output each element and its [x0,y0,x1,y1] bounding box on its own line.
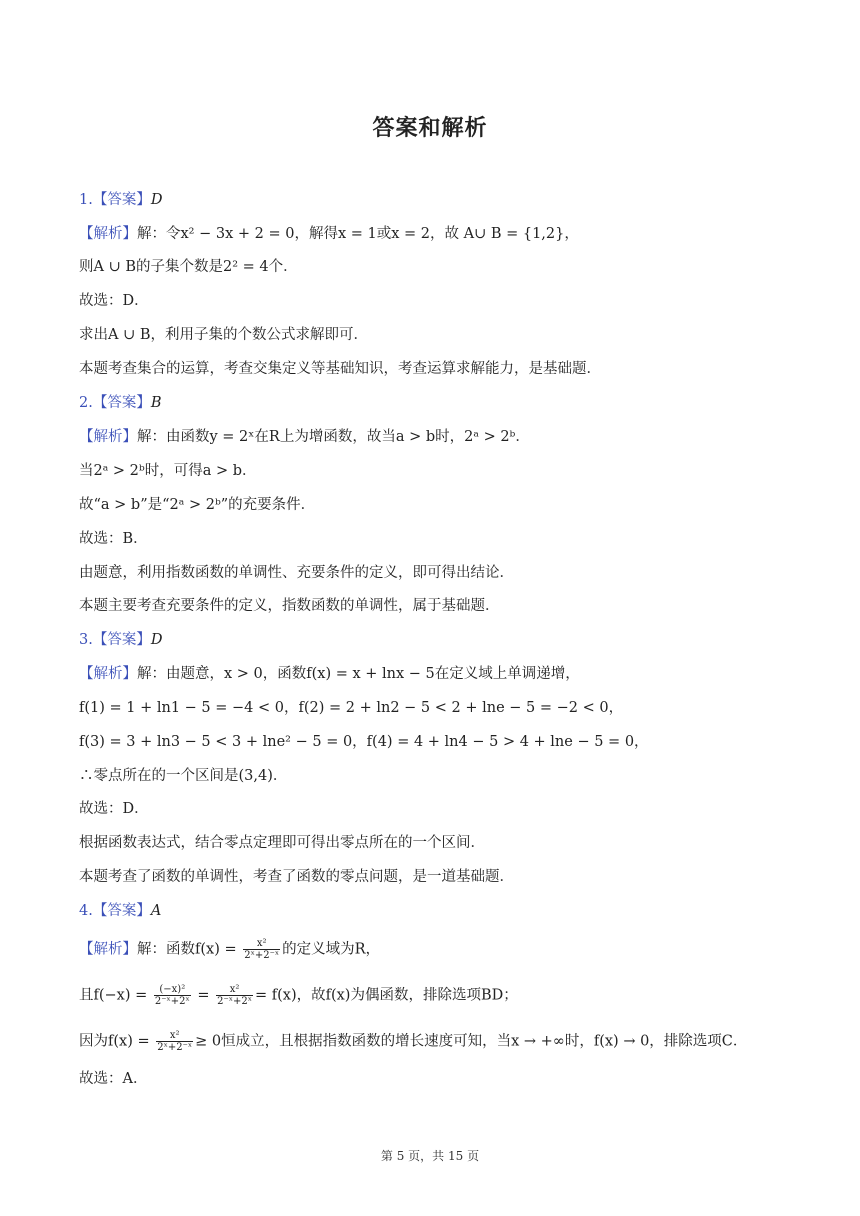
q4-fraction-2 [154,984,191,1007]
q4-text-1b: 的定义域为R， [282,941,381,958]
q3-text-1: 解：由题意，x > 0，函数f(x) = x + lnx − 5在定义域上单调递增， [137,666,580,682]
q4-fraction-2-den: 2⁻ˣ+2ˣ [154,996,190,1007]
q4-answer-label: 4.【答案】 [79,903,151,919]
q4-fraction-3 [216,984,253,1007]
q4-text-1a: 解：函数f(x) = [137,941,237,958]
q4-fraction-1-num: x² [243,938,280,950]
q3-solution-line-4: ∴零点所在的一个区间是(3,4)． [79,768,288,784]
q4-text-2a: 且f(−x) = [79,987,148,1004]
q3-solution-line-7: 本题考查了函数的单调性，考查了函数的零点问题，是一道基础题． [79,869,514,885]
q4-fraction-3-num: x² [216,984,253,996]
q3-answer-value: D [150,632,163,648]
q3-solution-line-2: f(1) = 1 + ln1 − 5 = −4 < 0，f(2) = 2 + ln2 − 5 < 2 + lne − 5 = −2 < 0， [79,700,624,716]
q4-answer-value: A [150,903,162,919]
q4-solution-line-4: 故选：A． [79,1071,148,1087]
q2-answer-label: 2.【答案】 [79,395,151,411]
q4-analysis-tag: 【解析】 [79,941,137,958]
q1-solution-line-4: 求出A ∪ B，利用子集的个数公式求解即可． [79,327,368,343]
q2-solution-line-4: 故选：B． [79,531,148,547]
q3-solution-line-3: f(3) = 3 + ln3 − 5 < 3 + lne² − 5 = 0，f(4) = 4 + ln4 − 5 > 4 + lne − 5 = 0， [79,734,649,750]
q3-answer-line [79,629,162,651]
q3-solution-line-5: 故选：D． [79,801,149,817]
q1-analysis-tag: 【解析】 [79,226,137,242]
q4-solution-line-1 [79,938,380,961]
q3-analysis-tag: 【解析】 [79,666,137,682]
q1-text-1: 解：令x² − 3x + 2 = 0，解得x = 1或x = 2，故 A∪ B = {1,2}， [137,226,579,242]
q4-solution-line-3 [79,1030,747,1053]
q4-fraction-4-num: x² [156,1030,193,1042]
q4-text-3b: ≥ 0恒成立，且根据指数函数的增长速度可知，当x → +∞时，f(x) → 0，排除选项C． [195,1033,748,1050]
q4-fraction-4 [156,1030,193,1053]
q2-solution-line-1 [79,426,530,448]
q1-answer-label: 1.【答案】 [79,192,151,208]
q1-solution-line-5: 本题考查集合的运算，考查交集定义等基础知识，考查运算求解能力，是基础题． [79,361,601,377]
q4-fraction-1-den: 2ˣ+2⁻ˣ [244,950,280,961]
q4-text-2c: = f(x)，故f(x)为偶函数，排除选项BD； [254,987,518,1004]
q2-analysis-tag: 【解析】 [79,429,137,445]
q1-answer-line [79,189,162,211]
q2-solution-line-6: 本题主要考查充要条件的定义，指数函数的单调性，属于基础题． [79,598,500,614]
q4-solution-line-2 [79,984,518,1007]
q1-solution-line-1 [79,223,579,245]
page-title: 答案和解析 [372,116,488,141]
q2-answer-value: B [150,395,162,411]
q2-solution-line-3: 故“a > b”是“2ᵃ > 2ᵇ”的充要条件． [79,497,316,513]
q4-fraction-4-den: 2ˣ+2⁻ˣ [157,1042,193,1053]
q3-solution-line-1 [79,663,580,685]
q2-solution-line-2: 当2ᵃ > 2ᵇ时，可得a > b． [79,463,257,479]
q2-answer-line [79,392,162,414]
q4-text-3a: 因为f(x) = [79,1033,150,1050]
q4-text-2b: = [197,987,210,1004]
q4-answer-line [79,900,161,922]
q3-answer-label: 3.【答案】 [79,632,151,648]
q4-fraction-1 [243,938,280,961]
q4-fraction-2-num: (−x)² [154,984,191,996]
q3-solution-line-6: 根据函数表达式，结合零点定理即可得出零点所在的一个区间． [79,835,485,851]
q1-solution-line-2: 则A ∪ B的子集个数是2² = 4个． [79,259,298,275]
q4-fraction-3-den: 2⁻ˣ+2ˣ [217,996,252,1007]
q2-solution-line-5: 由题意，利用指数函数的单调性、充要条件的定义，即可得出结论． [79,565,514,581]
q1-answer-value: D [150,192,163,208]
page-footer: 第 5 页，共 15 页 [380,1149,480,1163]
q1-solution-line-3: 故选：D． [79,293,149,309]
q2-text-1: 解：由函数y = 2ˣ在R上为增函数，故当a > b时，2ᵃ > 2ᵇ． [137,429,530,445]
